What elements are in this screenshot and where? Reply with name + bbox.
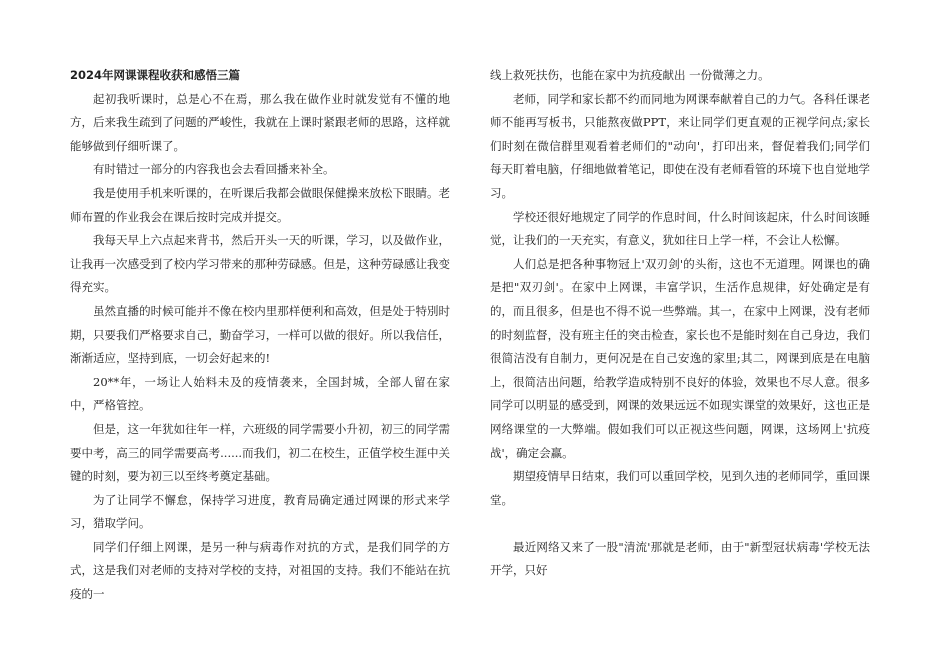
paragraph: 人们总是把各种事物冠上'双刃剑'的头衔，这也不无道理。网课也的确是把"双刃剑'。在家中上网课，丰富学识，生活作息规律，好处确定是有的，而且很多，但是也不得不说一些弊端。其一，在家中上网课，没有老师的时刻监督，没有班主任的突击检查，家长也不是能时刻在自己身边，我们很简洁没有自制力，更何况是在自己安逸的家里;其二，网课到底是在电脑上，很简洁出问题，给教学造成特别不良好的体验，效果也不尽人意。很多同学可以明显的感受到，网课的效果远远不如现实课堂的效果好，这也正是网络课堂的一大弊端。假如我们可以正视这些问题，网课，这场网上'抗疫战'，确定会赢。 bbox=[490, 256, 870, 460]
document-title: 2024年网课课程收获和感悟三篇 bbox=[70, 68, 241, 82]
paragraph: 起初我听课时，总是心不在焉，那么我在做作业时就发觉有不懂的地方，后来我生疏到了问题的严峻性，我就在上课时紧跟老师的思路，这样就能够做到仔细听课了。 bbox=[70, 91, 450, 153]
paragraph: 期望疫情早日结束，我们可以重回学校，见到久违的老师同学，重回课堂。 bbox=[490, 469, 870, 507]
paragraph: 同学们仔细上网课，是另一种与病毒作对抗的方式，是我们同学的方式，这是我们对老师的支持对学校的支持，对祖国的支持。我们不能站在抗疫的一 bbox=[70, 539, 450, 602]
paragraph: 为了让同学不懈怠，保持学习进度，教育局确定通过网课的形式来学习，猎取学问。 bbox=[70, 492, 450, 531]
left-column bbox=[70, 64, 450, 607]
right-column bbox=[490, 64, 870, 583]
paragraph: 学校还很好地规定了同学的作息时间，什么时间该起床，什么时间该睡觉，让我们的一天充实，有意义，犹如往日上学一样，不会让人松懈。 bbox=[490, 209, 870, 248]
paragraph: 我是使用手机来听课的，在听课后我都会做眼保健操来放松下眼睛。老师布置的作业我会在课后按时完成并提交。 bbox=[70, 185, 450, 224]
paragraph-continued: 线上救死扶伤，也能在家中为抗疫献出 一份微薄之力。 bbox=[490, 68, 770, 82]
paragraph: 但是，这一年犹如往年一样，六班级的同学需要小升初，初三的同学需要中考，高三的同学需要高考......而我们，初二在校生，正值学校生涯中关键的时刻，要为初三以至终考奠定基础。 bbox=[70, 421, 450, 484]
paragraph: 我每天早上六点起来背书，然后开头一天的听课，学习，以及做作业，让我再一次感受到了校内学习带来的那种劳碌感。但是，这种劳碌感让我变得充实。 bbox=[70, 233, 450, 295]
paragraph: 最近网络又来了一股"清流'那就是老师，由于"新型冠状病毒'学校无法开学，只好 bbox=[490, 539, 870, 578]
paragraph: 有时错过一部分的内容我也会去看回播来补全。 bbox=[93, 162, 335, 177]
paragraph: 20**年，一场让人始料未及的疫情袭来，全国封城，全部人留在家中，严格管控。 bbox=[70, 374, 450, 413]
paragraph: 虽然直播的时候可能并不像在校内里那样便利和高效，但是处于特別时期，只要我们严格要求自己，勤奋学习，一样可以做的很好。所以我信任，渐渐适应，坚持到底，一切会好起来的! bbox=[70, 303, 450, 366]
paragraph: 老师，同学和家长都不约而同地为网课奉献着自己的力气。各科任课老师不能再写板书，只能熬夜做PPT，来让同学们更直观的正视学问点;家长们时刻在微信群里观看着老师们的"动向'，打印出来，督促着我们;同学们每天盯着电脑，仔细地做着笔记，即使在没有老师看管的环境下也自觉地学习。 bbox=[490, 91, 870, 200]
paragraph-gap bbox=[490, 512, 870, 536]
